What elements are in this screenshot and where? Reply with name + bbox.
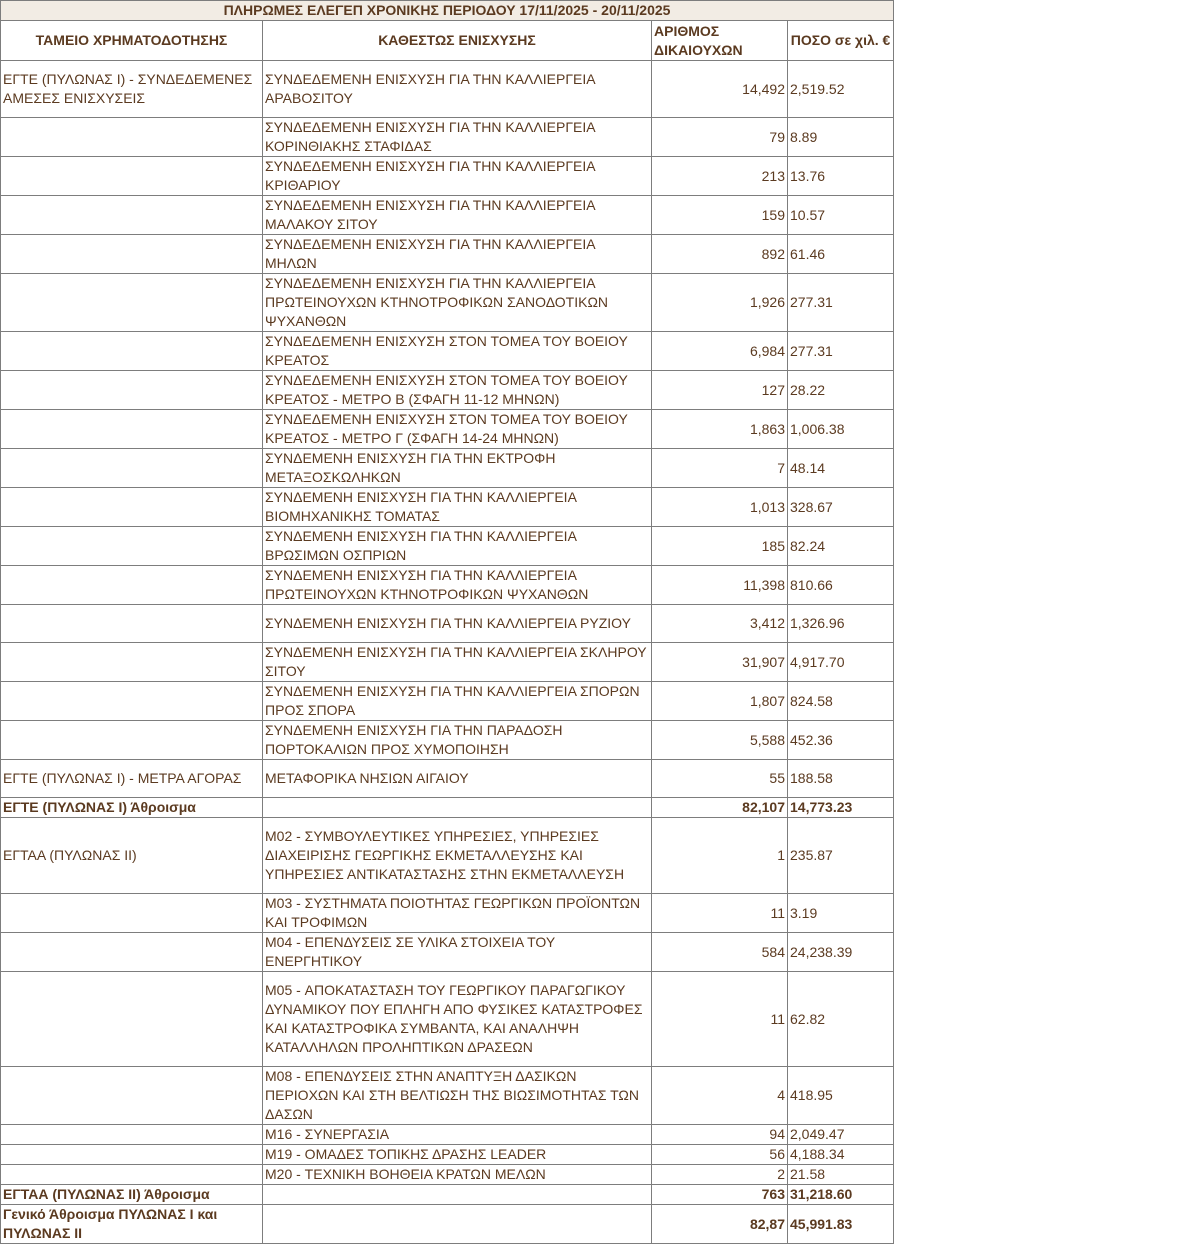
status-cell: ΣΥΝΔΕΜΕΝΗ ΕΝΙΣΧΥΣΗ ΓΙΑ ΤΗΝ ΚΑΛΛΙΕΡΓΕΙΑ ΒΙΟΜΗΧΑΝΙΚΗΣ ΤΟΜΑΤΑΣ xyxy=(263,488,652,527)
status-cell: ΣΥΝΔΕΜΕΝΗ ΕΝΙΣΧΥΣΗ ΓΙΑ ΤΗΝ ΕΚΤΡΟΦΗ ΜΕΤΑΞΟΣΚΩΛΗΚΩΝ xyxy=(263,449,652,488)
amount-cell: 13.76 xyxy=(788,157,894,196)
status-cell: M05 - ΑΠΟΚΑΤΑΣΤΑΣΗ ΤΟΥ ΓΕΩΡΓΙΚΟΥ ΠΑΡΑΓΩΓΙΚΟΥ ΔΥΝΑΜΙΚΟΥ ΠΟΥ ΕΠΛΗΓΗ ΑΠΟ ΦΥΣΙΚΕΣ ΚΑΤΑΣΤΡΟΦΕΣ ΚΑΙ ΚΑΤΑΣΤΡΟΦΙΚΑ ΣΥΜΒΑΝΤΑ, ΚΑΙ ΑΝΑΛΗΨΗ ΚΑΤΑΛΛΗΛΩΝ ΠΡΟΛΗΠΤΙΚΩΝ ΔΡΑΣΕΩΝ xyxy=(263,972,652,1067)
amount-cell: 810.66 xyxy=(788,566,894,605)
amount-cell: 2,049.47 xyxy=(788,1125,894,1145)
table-row xyxy=(1,196,894,235)
beneficiaries-cell: 892 xyxy=(652,235,788,274)
total-row xyxy=(1,798,894,818)
amount-cell: 8.89 xyxy=(788,118,894,157)
fund-cell xyxy=(1,235,263,274)
table-row xyxy=(1,682,894,721)
beneficiaries-cell: 1,863 xyxy=(652,410,788,449)
status-cell: ΣΥΝΔΕΜΕΝΗ ΕΝΙΣΧΥΣΗ ΓΙΑ ΤΗΝ ΠΑΡΑΔΟΣΗ ΠΟΡΤΟΚΑΛΙΩΝ ΠΡΟΣ ΧΥΜΟΠΟΙΗΣΗ xyxy=(263,721,652,760)
fund-cell xyxy=(1,721,263,760)
table-row xyxy=(1,1145,894,1165)
status-cell: ΣΥΝΔΕΜΕΝΗ ΕΝΙΣΧΥΣΗ ΓΙΑ ΤΗΝ ΚΑΛΛΙΕΡΓΕΙΑ ΣΚΛΗΡΟΥ ΣΙΤΟΥ xyxy=(263,643,652,682)
beneficiaries-cell: 82,87 xyxy=(652,1205,788,1244)
amount-cell: 48.14 xyxy=(788,449,894,488)
amount-cell: 277.31 xyxy=(788,274,894,332)
beneficiaries-cell: 1,013 xyxy=(652,488,788,527)
table-row xyxy=(1,566,894,605)
status-cell xyxy=(263,798,652,818)
status-cell: M08 - ΕΠΕΝΔΥΣΕΙΣ ΣΤΗΝ ΑΝΑΠΤΥΞΗ ΔΑΣΙΚΩΝ ΠΕΡΙΟΧΩΝ ΚΑΙ ΣΤΗ ΒΕΛΤΙΩΣΗ ΤΗΣ ΒΙΩΣΙΜΟΤΗΤΑΣ ΤΩΝ ΔΑΣΩΝ xyxy=(263,1067,652,1125)
table-row xyxy=(1,332,894,371)
fund-cell xyxy=(1,371,263,410)
table-row xyxy=(1,157,894,196)
beneficiaries-cell: 7 xyxy=(652,449,788,488)
status-cell: M04 - ΕΠΕΝΔΥΣΕΙΣ ΣΕ ΥΛΙΚΑ ΣΤΟΙΧΕΙΑ ΤΟΥ ΕΝΕΡΓΗΤΙΚΟΥ xyxy=(263,933,652,972)
fund-cell xyxy=(1,118,263,157)
table-row xyxy=(1,972,894,1067)
beneficiaries-cell: 11,398 xyxy=(652,566,788,605)
fund-cell xyxy=(1,157,263,196)
status-cell: ΣΥΝΔΕΜΕΝΗ ΕΝΙΣΧΥΣΗ ΓΙΑ ΤΗΝ ΚΑΛΛΙΕΡΓΕΙΑ ΒΡΩΣΙΜΩΝ ΟΣΠΡΙΩΝ xyxy=(263,527,652,566)
status-cell: M03 - ΣΥΣΤΗΜΑΤΑ ΠΟΙΟΤΗΤΑΣ ΓΕΩΡΓΙΚΩΝ ΠΡΟΪΟΝΤΩΝ ΚΑΙ ΤΡΟΦΙΜΩΝ xyxy=(263,894,652,933)
fund-cell xyxy=(1,332,263,371)
fund-cell xyxy=(1,488,263,527)
amount-cell: 452.36 xyxy=(788,721,894,760)
beneficiaries-cell: 127 xyxy=(652,371,788,410)
amount-cell: 21.58 xyxy=(788,1165,894,1185)
fund-cell xyxy=(1,274,263,332)
status-cell: ΣΥΝΔΕΔΕΜΕΝΗ ΕΝΙΣΧΥΣΗ ΓΙΑ ΤΗΝ ΚΑΛΛΙΕΡΓΕΙΑ ΑΡΑΒΟΣΙΤΟΥ xyxy=(263,61,652,118)
status-cell xyxy=(263,1205,652,1244)
fund-cell xyxy=(1,1125,263,1145)
table-row xyxy=(1,274,894,332)
amount-cell: 824.58 xyxy=(788,682,894,721)
table-row xyxy=(1,1165,894,1185)
table-row xyxy=(1,235,894,274)
status-cell: M19 - ΟΜΑΔΕΣ ΤΟΠΙΚΗΣ ΔΡΑΣΗΣ LEADER xyxy=(263,1145,652,1165)
amount-cell: 28.22 xyxy=(788,371,894,410)
fund-cell xyxy=(1,527,263,566)
status-cell: ΣΥΝΔΕΔΕΜΕΝΗ ΕΝΙΣΧΥΣΗ ΓΙΑ ΤΗΝ ΚΑΛΛΙΕΡΓΕΙΑ ΚΡΙΘΑΡΙΟΥ xyxy=(263,157,652,196)
fund-cell: ΕΓΤΑΑ (ΠΥΛΩΝΑΣ ΙΙ) xyxy=(1,818,263,894)
amount-cell: 10.57 xyxy=(788,196,894,235)
amount-cell: 418.95 xyxy=(788,1067,894,1125)
fund-cell xyxy=(1,643,263,682)
beneficiaries-cell: 6,984 xyxy=(652,332,788,371)
beneficiaries-cell: 11 xyxy=(652,894,788,933)
amount-cell: 62.82 xyxy=(788,972,894,1067)
status-cell: M02 - ΣΥΜΒΟΥΛΕΥΤΙΚΕΣ ΥΠΗΡΕΣΙΕΣ, ΥΠΗΡΕΣΙΕΣ ΔΙΑΧΕΙΡΙΣΗΣ ΓΕΩΡΓΙΚΗΣ ΕΚΜΕΤΑΛΛΕΥΣΗΣ ΚΑΙ ΥΠΗΡΕΣΙΕΣ ΑΝΤΙΚΑΤΑΣΤΑΣΗΣ ΣΤΗΝ ΕΚΜΕΤΑΛΛΕΥΣΗ xyxy=(263,818,652,894)
amount-cell: 82.24 xyxy=(788,527,894,566)
fund-cell xyxy=(1,196,263,235)
table-row xyxy=(1,1125,894,1145)
status-cell: ΣΥΝΔΕΜΕΝΗ ΕΝΙΣΧΥΣΗ ΓΙΑ ΤΗΝ ΚΑΛΛΙΕΡΓΕΙΑ ΣΠΟΡΩΝ ΠΡΟΣ ΣΠΟΡΑ xyxy=(263,682,652,721)
status-cell: M20 - ΤΕΧΝΙΚΗ ΒΟΗΘΕΙΑ ΚΡΑΤΩΝ ΜΕΛΩΝ xyxy=(263,1165,652,1185)
fund-cell xyxy=(1,410,263,449)
fund-cell: ΕΓΤΕ (ΠΥΛΩΝΑΣ Ι) - ΣΥΝΔΕΔΕΜΕΝΕΣ ΑΜΕΣΕΣ ΕΝΙΣΧΥΣΕΙΣ xyxy=(1,61,263,118)
amount-cell: 328.67 xyxy=(788,488,894,527)
fund-cell xyxy=(1,682,263,721)
table-row xyxy=(1,410,894,449)
beneficiaries-cell: 584 xyxy=(652,933,788,972)
amount-cell: 45,991.83 xyxy=(788,1205,894,1244)
beneficiaries-cell: 55 xyxy=(652,760,788,798)
beneficiaries-cell: 1 xyxy=(652,818,788,894)
table-row xyxy=(1,760,894,798)
table-row xyxy=(1,643,894,682)
fund-cell xyxy=(1,449,263,488)
beneficiaries-cell: 79 xyxy=(652,118,788,157)
status-cell: M16 - ΣΥΝΕΡΓΑΣΙΑ xyxy=(263,1125,652,1145)
beneficiaries-cell: 185 xyxy=(652,527,788,566)
beneficiaries-cell: 94 xyxy=(652,1125,788,1145)
table-row xyxy=(1,371,894,410)
amount-cell: 3.19 xyxy=(788,894,894,933)
fund-cell xyxy=(1,1145,263,1165)
header-status: ΚΑΘΕΣΤΩΣ ΕΝΙΣΧΥΣΗΣ xyxy=(263,21,652,61)
status-cell: ΣΥΝΔΕΔΕΜΕΝΗ ΕΝΙΣΧΥΣΗ ΓΙΑ ΤΗΝ ΚΑΛΛΙΕΡΓΕΙΑ ΜΗΛΩΝ xyxy=(263,235,652,274)
fund-cell xyxy=(1,605,263,643)
total-row xyxy=(1,1185,894,1205)
fund-cell xyxy=(1,894,263,933)
fund-cell xyxy=(1,972,263,1067)
beneficiaries-cell: 82,107 xyxy=(652,798,788,818)
header-beneficiaries: ΑΡΙΘΜΟΣ ΔΙΚΑΙΟΥΧΩΝ xyxy=(652,21,788,61)
table-body xyxy=(1,61,894,1244)
amount-cell: 61.46 xyxy=(788,235,894,274)
amount-cell: 4,188.34 xyxy=(788,1145,894,1165)
table-row xyxy=(1,61,894,118)
total-row xyxy=(1,1205,894,1244)
amount-cell: 31,218.60 xyxy=(788,1185,894,1205)
beneficiaries-cell: 11 xyxy=(652,972,788,1067)
beneficiaries-cell: 159 xyxy=(652,196,788,235)
header-amount: ΠΟΣΟ σε χιλ. € xyxy=(788,21,894,61)
table-title: ΠΛΗΡΩΜΕΣ ΕΛΕΓΕΠ ΧΡΟΝΙΚΗΣ ΠΕΡΙΟΔΟΥ 17/11/2025 - 20/11/2025 xyxy=(1,1,894,21)
beneficiaries-cell: 1,807 xyxy=(652,682,788,721)
beneficiaries-cell: 31,907 xyxy=(652,643,788,682)
status-cell: ΣΥΝΔΕΔΕΜΕΝΗ ΕΝΙΣΧΥΣΗ ΓΙΑ ΤΗΝ ΚΑΛΛΙΕΡΓΕΙΑ ΚΟΡΙΝΘΙΑΚΗΣ ΣΤΑΦΙΔΑΣ xyxy=(263,118,652,157)
fund-cell xyxy=(1,566,263,605)
beneficiaries-cell: 14,492 xyxy=(652,61,788,118)
beneficiaries-cell: 3,412 xyxy=(652,605,788,643)
amount-cell: 1,006.38 xyxy=(788,410,894,449)
table-row xyxy=(1,721,894,760)
status-cell: ΣΥΝΔΕΔΕΜΕΝΗ ΕΝΙΣΧΥΣΗ ΓΙΑ ΤΗΝ ΚΑΛΛΙΕΡΓΕΙΑ ΜΑΛΑΚΟΥ ΣΙΤΟΥ xyxy=(263,196,652,235)
status-cell: ΣΥΝΔΕΔΕΜΕΝΗ ΕΝΙΣΧΥΣΗ ΣΤΟΝ ΤΟΜΕΑ ΤΟΥ ΒΟΕΙΟΥ ΚΡΕΑΤΟΣ - ΜΕΤΡΟ Γ (ΣΦΑΓΗ 14-24 ΜΗΝΩΝ) xyxy=(263,410,652,449)
table-row xyxy=(1,527,894,566)
status-cell: ΣΥΝΔΕΜΕΝΗ ΕΝΙΣΧΥΣΗ ΓΙΑ ΤΗΝ ΚΑΛΛΙΕΡΓΕΙΑ ΠΡΩΤΕΙΝΟΥΧΩΝ ΚΤΗΝΟΤΡΟΦΙΚΩΝ ΨΥΧΑΝΘΩΝ xyxy=(263,566,652,605)
status-cell xyxy=(263,1185,652,1205)
beneficiaries-cell: 4 xyxy=(652,1067,788,1125)
table-row xyxy=(1,933,894,972)
amount-cell: 24,238.39 xyxy=(788,933,894,972)
table-row xyxy=(1,118,894,157)
beneficiaries-cell: 1,926 xyxy=(652,274,788,332)
beneficiaries-cell: 763 xyxy=(652,1185,788,1205)
status-cell: ΣΥΝΔΕΔΕΜΕΝΗ ΕΝΙΣΧΥΣΗ ΣΤΟΝ ΤΟΜΕΑ ΤΟΥ ΒΟΕΙΟΥ ΚΡΕΑΤΟΣ xyxy=(263,332,652,371)
status-cell: ΣΥΝΔΕΔΕΜΕΝΗ ΕΝΙΣΧΥΣΗ ΓΙΑ ΤΗΝ ΚΑΛΛΙΕΡΓΕΙΑ ΠΡΩΤΕΙΝΟΥΧΩΝ ΚΤΗΝΟΤΡΟΦΙΚΩΝ ΣΑΝΟΔΟΤΙΚΩΝ ΨΥΧΑΝΘΩΝ xyxy=(263,274,652,332)
beneficiaries-cell: 56 xyxy=(652,1145,788,1165)
fund-cell xyxy=(1,1067,263,1125)
header-fund: ΤΑΜΕΙΟ ΧΡΗΜΑΤΟΔΟΤΗΣΗΣ xyxy=(1,21,263,61)
fund-cell: Γενικό Άθροισμα ΠΥΛΩΝΑΣ Ι και ΠΥΛΩΝΑΣ ΙΙ xyxy=(1,1205,263,1244)
fund-cell: ΕΓΤΕ (ΠΥΛΩΝΑΣ Ι) Άθροισμα xyxy=(1,798,263,818)
beneficiaries-cell: 5,588 xyxy=(652,721,788,760)
status-cell: ΣΥΝΔΕΔΕΜΕΝΗ ΕΝΙΣΧΥΣΗ ΣΤΟΝ ΤΟΜΕΑ ΤΟΥ ΒΟΕΙΟΥ ΚΡΕΑΤΟΣ - ΜΕΤΡΟ Β (ΣΦΑΓΗ 11-12 ΜΗΝΩΝ) xyxy=(263,371,652,410)
table-row xyxy=(1,1067,894,1125)
amount-cell: 2,519.52 xyxy=(788,61,894,118)
table-row xyxy=(1,605,894,643)
amount-cell: 4,917.70 xyxy=(788,643,894,682)
fund-cell: ΕΓΤΕ (ΠΥΛΩΝΑΣ Ι) - ΜΕΤΡΑ ΑΓΟΡΑΣ xyxy=(1,760,263,798)
table-row xyxy=(1,488,894,527)
beneficiaries-cell: 213 xyxy=(652,157,788,196)
beneficiaries-cell: 2 xyxy=(652,1165,788,1185)
amount-cell: 188.58 xyxy=(788,760,894,798)
table-row xyxy=(1,818,894,894)
fund-cell xyxy=(1,1165,263,1185)
status-cell: ΜΕΤΑΦΟΡΙΚΑ ΝΗΣΙΩΝ ΑΙΓΑΙΟΥ xyxy=(263,760,652,798)
amount-cell: 277.31 xyxy=(788,332,894,371)
table-row xyxy=(1,449,894,488)
fund-cell xyxy=(1,933,263,972)
amount-cell: 14,773.23 xyxy=(788,798,894,818)
fund-cell: ΕΓΤΑΑ (ΠΥΛΩΝΑΣ ΙΙ) Άθροισμα xyxy=(1,1185,263,1205)
amount-cell: 1,326.96 xyxy=(788,605,894,643)
amount-cell: 235.87 xyxy=(788,818,894,894)
status-cell: ΣΥΝΔΕΜΕΝΗ ΕΝΙΣΧΥΣΗ ΓΙΑ ΤΗΝ ΚΑΛΛΙΕΡΓΕΙΑ ΡΥΖΙΟΥ xyxy=(263,605,652,643)
table-row xyxy=(1,894,894,933)
